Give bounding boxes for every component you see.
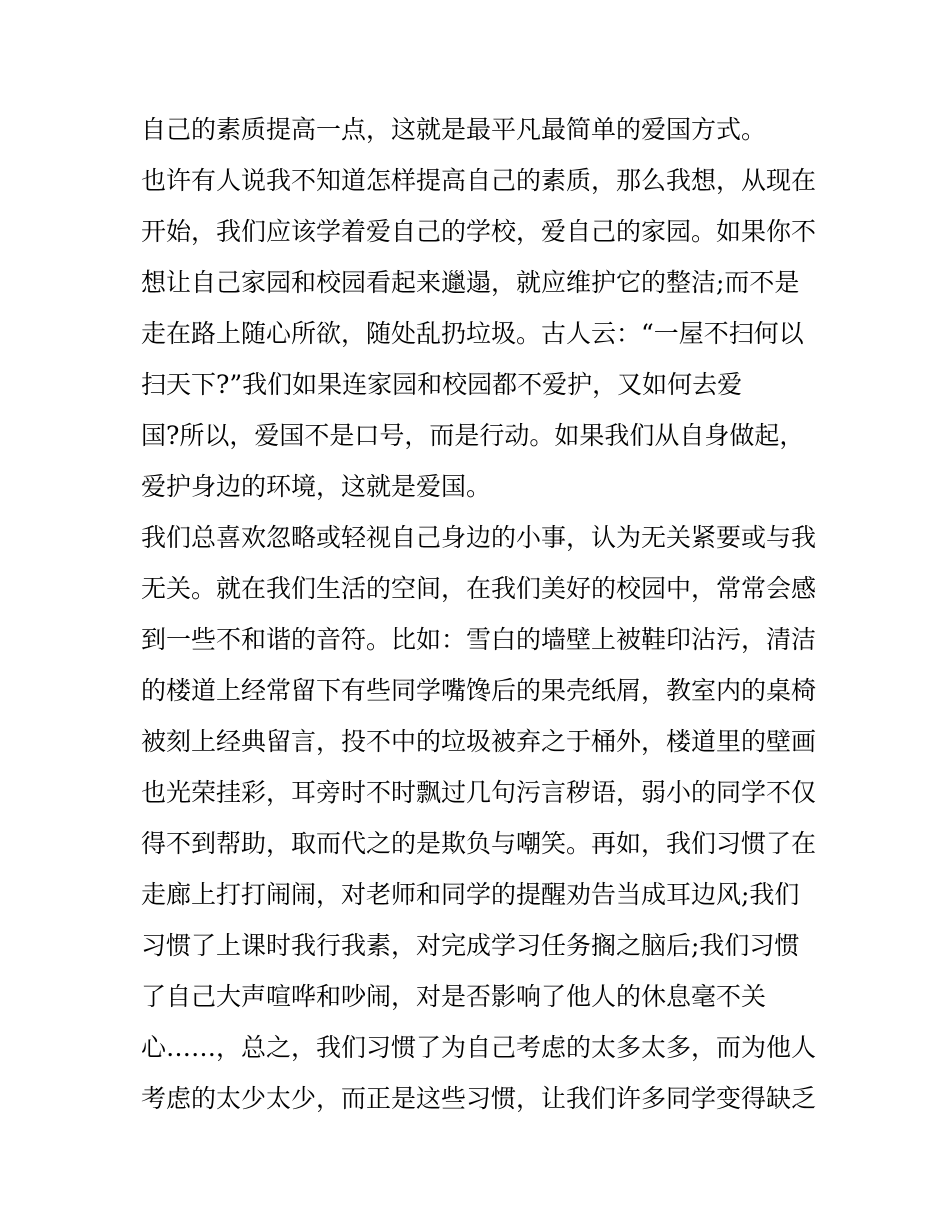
text-line: 了自己大声喧哗和吵闹，对是否影响了他人的休息毫不关 [141, 982, 767, 1011]
text-line: 国?所以，爱国不是口号，而是行动。如果我们从自身做起， [141, 421, 805, 450]
text-line: 爱护身边的环境，这就是爱国。 [141, 472, 492, 501]
text-line: 的楼道上经常留下有些同学嘴馋后的果壳纸屑，教室内的桌椅 [141, 676, 817, 705]
text-line: 开始，我们应该学着爱自己的学校，爱自己的家园。如果你不 [141, 217, 817, 246]
text-line: 被刻上经典留言，投不中的垃圾被弃之于桶外，楼道里的壁画 [141, 727, 817, 756]
text-line: 到一些不和谐的音符。比如：雪白的墙壁上被鞋印沾污，清洁 [141, 625, 817, 654]
text-line: 习惯了上课时我行我素，对完成学习任务搁之脑后;我们习惯 [141, 931, 800, 960]
text-line: 也光荣挂彩，耳旁时不时飘过几句污言秽语，弱小的同学不仅 [141, 778, 817, 807]
text-line: 得不到帮助，取而代之的是欺负与嘲笑。再如，我们习惯了在 [141, 829, 817, 858]
text-line: 也许有人说我不知道怎样提高自己的素质，那么我想，从现在 [141, 166, 817, 195]
body-text [141, 104, 821, 1124]
text-line: 我们总喜欢忽略或轻视自己身边的小事，认为无关紧要或与我 [141, 523, 817, 552]
text-line: 自己的素质提高一点，这就是最平凡最简单的爱国方式。 [141, 115, 767, 144]
text-line: 无关。就在我们生活的空间，在我们美好的校园中，常常会感 [141, 574, 817, 603]
text-line: 走廊上打打闹闹，对老师和同学的提醒劝告当成耳边风;我们 [141, 880, 800, 909]
text-line: 走在路上随心所欲，随处乱扔垃圾。古人云：“一屋不扫何以 [141, 319, 804, 348]
text-line: 考虑的太少太少，而正是这些习惯，让我们许多同学变得缺乏 [141, 1084, 817, 1113]
text-line: 心……，总之，我们习惯了为自己考虑的太多太多，而为他人 [141, 1033, 817, 1062]
text-line: 扫天下?”我们如果连家园和校园都不爱护，又如何去爱 [141, 370, 743, 399]
text-line: 想让自己家园和校园看起来邋遢，就应维护它的整洁;而不是 [141, 268, 800, 297]
